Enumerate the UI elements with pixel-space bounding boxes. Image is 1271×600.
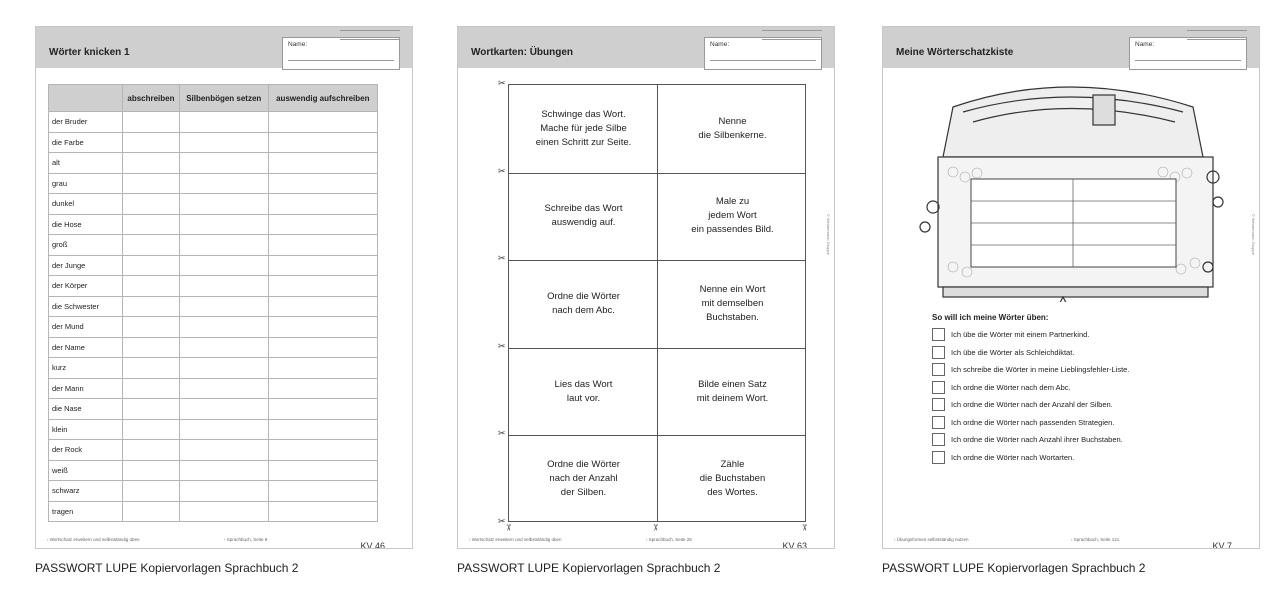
card-divider <box>509 260 805 261</box>
name-line <box>288 60 394 61</box>
name-box <box>1129 37 1247 70</box>
word-cell: grau <box>49 173 123 194</box>
option-item[interactable] <box>932 433 1222 449</box>
card-divider <box>509 348 805 349</box>
answer-cell <box>179 501 268 522</box>
word-cell: der Mann <box>49 378 123 399</box>
option-checkbox[interactable] <box>932 451 945 464</box>
answer-cell <box>179 378 268 399</box>
word-cell: der Junge <box>49 255 123 276</box>
answer-cell <box>268 358 377 379</box>
name-label: Name: <box>1135 41 1155 48</box>
option-label: Ich übe die Wörter als Schleichdiktat. <box>951 347 1075 357</box>
column-header: abschreiben <box>123 85 180 112</box>
word-cell: klein <box>49 419 123 440</box>
answer-cell <box>268 378 377 399</box>
answer-cell <box>123 214 180 235</box>
column-header: auswendig aufschreiben <box>268 85 377 112</box>
option-item[interactable] <box>932 346 1222 362</box>
answer-cell <box>123 481 180 502</box>
answer-cell <box>179 173 268 194</box>
word-card: Male zu jedem Wort ein passendes Bild. <box>691 196 774 236</box>
table-row <box>49 358 378 379</box>
word-card: Schreibe das Wort auswendig auf. <box>544 203 623 229</box>
scissors-icon: ✂ <box>650 523 661 532</box>
table-row <box>49 296 378 317</box>
answer-cell <box>179 132 268 153</box>
word-cell: alt <box>49 153 123 174</box>
answer-cell <box>268 317 377 338</box>
answer-cell <box>179 399 268 420</box>
option-checkbox[interactable] <box>932 416 945 429</box>
option-label: Ich ordne die Wörter nach dem Abc. <box>951 382 1071 392</box>
answer-cell <box>123 440 180 461</box>
sheet-title: Meine Wörterschatzkiste <box>896 47 1014 58</box>
word-card: Nenne die Silbenkerne. <box>698 115 767 141</box>
table-row <box>49 337 378 358</box>
name-label: Name: <box>288 41 308 48</box>
table-row <box>49 255 378 276</box>
answer-cell <box>179 337 268 358</box>
worksheet-kv7[interactable] <box>882 26 1260 549</box>
kv-number: KV 63 <box>782 541 807 549</box>
scissors-icon: ✂ <box>498 165 506 176</box>
sheet-title: Wörter knicken 1 <box>49 47 130 58</box>
answer-cell <box>179 440 268 461</box>
scissors-icon: ✂ <box>498 253 506 264</box>
table-row <box>49 214 378 235</box>
word-cell: kurz <box>49 358 123 379</box>
answer-cell <box>268 296 377 317</box>
answer-cell <box>268 194 377 215</box>
answer-cell <box>268 481 377 502</box>
table-row <box>49 378 378 399</box>
word-cell: die Schwester <box>49 296 123 317</box>
answer-cell <box>123 317 180 338</box>
scissors-icon: ✂ <box>498 340 506 351</box>
card-divider <box>509 173 805 174</box>
answer-cell <box>179 317 268 338</box>
answer-cell <box>268 132 377 153</box>
answer-cell <box>268 255 377 276</box>
answer-cell <box>123 419 180 440</box>
footer-note: › Übungsformen selbstständig nutzen <box>894 537 969 542</box>
column-header: Silbenbögen setzen <box>179 85 268 112</box>
option-checkbox[interactable] <box>932 398 945 411</box>
word-cell: schwarz <box>49 481 123 502</box>
table-row <box>49 440 378 461</box>
kv-number: KV 46 <box>360 541 385 549</box>
name-box-decoration <box>1187 30 1247 40</box>
answer-cell <box>268 235 377 256</box>
copyright-note: © Westermann Gruppe <box>1251 213 1256 255</box>
answer-cell <box>268 173 377 194</box>
option-item[interactable] <box>932 398 1222 414</box>
answer-cell <box>123 399 180 420</box>
answer-cell <box>123 358 180 379</box>
answer-cell <box>268 419 377 440</box>
caption-2[interactable]: PASSWORT LUPE Kopiervorlagen Sprachbuch 2 <box>457 561 721 575</box>
table-row <box>49 501 378 522</box>
answer-cell <box>123 112 180 133</box>
table-row <box>49 419 378 440</box>
option-checkbox[interactable] <box>932 346 945 359</box>
name-box-decoration <box>762 30 822 40</box>
table-row <box>49 317 378 338</box>
word-cell: der Bruder <box>49 112 123 133</box>
answer-cell <box>179 194 268 215</box>
answer-cell <box>123 501 180 522</box>
word-cell: dunkel <box>49 194 123 215</box>
scissors-icon: ✂ <box>799 523 810 532</box>
option-label: Ich ordne die Wörter nach Anzahl ihrer Buchstaben. <box>951 435 1123 444</box>
word-card: Schwinge das Wort. Mache für jede Silbe einen Schritt zur Seite. <box>535 108 632 148</box>
footer-note: › Wortschatz erweitern und selbstständig üben <box>47 537 140 542</box>
word-card: Nenne ein Wort mit demselben Buchstaben. <box>699 283 766 323</box>
word-table <box>48 84 378 522</box>
answer-cell <box>123 276 180 297</box>
footer-reference: › Sprachbuch, Seite 9 <box>224 537 268 542</box>
answer-cell <box>179 153 268 174</box>
caption-3[interactable]: PASSWORT LUPE Kopiervorlagen Sprachbuch 2 <box>882 561 1146 575</box>
answer-cell <box>268 112 377 133</box>
answer-cell <box>179 235 268 256</box>
answer-cell <box>268 501 377 522</box>
answer-cell <box>123 153 180 174</box>
worksheet-kv46[interactable] <box>35 26 413 549</box>
option-checkbox[interactable] <box>932 363 945 376</box>
table-row <box>49 173 378 194</box>
word-cell: die Hose <box>49 214 123 235</box>
word-cell: der Mund <box>49 317 123 338</box>
card-divider <box>509 435 805 436</box>
answer-cell <box>179 276 268 297</box>
column-header <box>49 85 123 112</box>
name-line <box>1135 60 1241 61</box>
option-label: Ich ordne die Wörter nach der Anzahl der Silben. <box>951 400 1113 409</box>
answer-cell <box>179 358 268 379</box>
scissors-icon: ✂ <box>498 428 506 439</box>
treasure-chest-illustration <box>913 77 1225 302</box>
option-item[interactable] <box>932 381 1222 397</box>
table-row <box>49 235 378 256</box>
answer-cell <box>179 481 268 502</box>
sheet-header <box>883 27 1259 68</box>
answer-cell <box>123 460 180 481</box>
word-card: Ordne die Wörter nach der Anzahl der Silben. <box>547 459 620 499</box>
option-item[interactable] <box>932 328 1222 344</box>
answer-cell <box>179 255 268 276</box>
word-cell: tragen <box>49 501 123 522</box>
word-card: Ordne die Wörter nach dem Abc. <box>547 290 620 316</box>
option-label: Ich ordne die Wörter nach passenden Strategien. <box>951 417 1115 427</box>
name-box <box>704 37 822 70</box>
option-item[interactable] <box>932 451 1222 467</box>
answer-cell <box>268 153 377 174</box>
word-card: Lies das Wort laut vor. <box>554 378 613 404</box>
table-row <box>49 399 378 420</box>
word-card: Zähle die Buchstaben des Wortes. <box>699 459 766 499</box>
word-cell: der Rock <box>49 440 123 461</box>
footer-reference: › Sprachbuch, Seite 121 <box>1071 537 1120 542</box>
table-row <box>49 194 378 215</box>
answer-cell <box>123 255 180 276</box>
scissors-icon: ✂ <box>503 523 514 532</box>
caption-1[interactable]: PASSWORT LUPE Kopiervorlagen Sprachbuch 2 <box>35 561 299 575</box>
answer-cell <box>123 194 180 215</box>
answer-cell <box>123 296 180 317</box>
word-card: Bilde einen Satz mit deinem Wort. <box>696 378 769 404</box>
answer-cell <box>268 337 377 358</box>
option-checkbox[interactable] <box>932 381 945 394</box>
worksheet-kv63[interactable] <box>457 26 835 549</box>
word-cell: groß <box>49 235 123 256</box>
question-title: So will ich meine Wörter üben: <box>932 313 1049 322</box>
sheet-header <box>458 27 834 68</box>
answer-cell <box>179 460 268 481</box>
card-grid <box>508 84 806 522</box>
option-label: Ich schreibe die Wörter in meine Lieblingsfehler-Liste. <box>951 365 1130 374</box>
answer-cell <box>268 460 377 481</box>
table-row <box>49 112 378 133</box>
option-label: Ich ordne die Wörter nach Wortarten. <box>951 452 1075 462</box>
copyright-note: © Westermann Gruppe <box>826 213 831 255</box>
name-label: Name: <box>710 41 730 48</box>
answer-cell <box>179 214 268 235</box>
table-row <box>49 132 378 153</box>
name-box-decoration <box>340 30 400 40</box>
answer-cell <box>179 296 268 317</box>
table-row <box>49 460 378 481</box>
answer-cell <box>268 399 377 420</box>
option-item[interactable] <box>932 416 1222 432</box>
footer-reference: › Sprachbuch, Seite 28 <box>646 537 692 542</box>
answer-cell <box>123 173 180 194</box>
sheet-title: Wortkarten: Übungen <box>471 47 574 58</box>
footer-note: › Wortschatz erweitern und selbstständig üben <box>469 537 562 542</box>
option-label: Ich übe die Wörter mit einem Partnerkind. <box>951 330 1090 339</box>
answer-cell <box>268 214 377 235</box>
word-cell: weiß <box>49 460 123 481</box>
answer-cell <box>268 276 377 297</box>
word-cell: die Nase <box>49 399 123 420</box>
scissors-icon: ✂ <box>498 78 506 88</box>
option-checkbox[interactable] <box>932 328 945 341</box>
word-cell: der Körper <box>49 276 123 297</box>
scissors-icon: ✂ <box>498 516 506 526</box>
sheet-header <box>36 27 412 68</box>
answer-cell <box>123 132 180 153</box>
answer-cell <box>123 378 180 399</box>
word-cell: der Name <box>49 337 123 358</box>
table-row <box>49 481 378 502</box>
kv-number: KV 7 <box>1212 541 1232 549</box>
answer-cell <box>268 440 377 461</box>
table-row <box>49 276 378 297</box>
option-item[interactable] <box>932 363 1222 379</box>
word-cell: die Farbe <box>49 132 123 153</box>
answer-cell <box>179 112 268 133</box>
option-checkbox[interactable] <box>932 433 945 446</box>
answer-cell <box>179 419 268 440</box>
answer-cell <box>123 235 180 256</box>
name-box <box>282 37 400 70</box>
table-row <box>49 153 378 174</box>
name-line <box>710 60 816 61</box>
answer-cell <box>123 337 180 358</box>
